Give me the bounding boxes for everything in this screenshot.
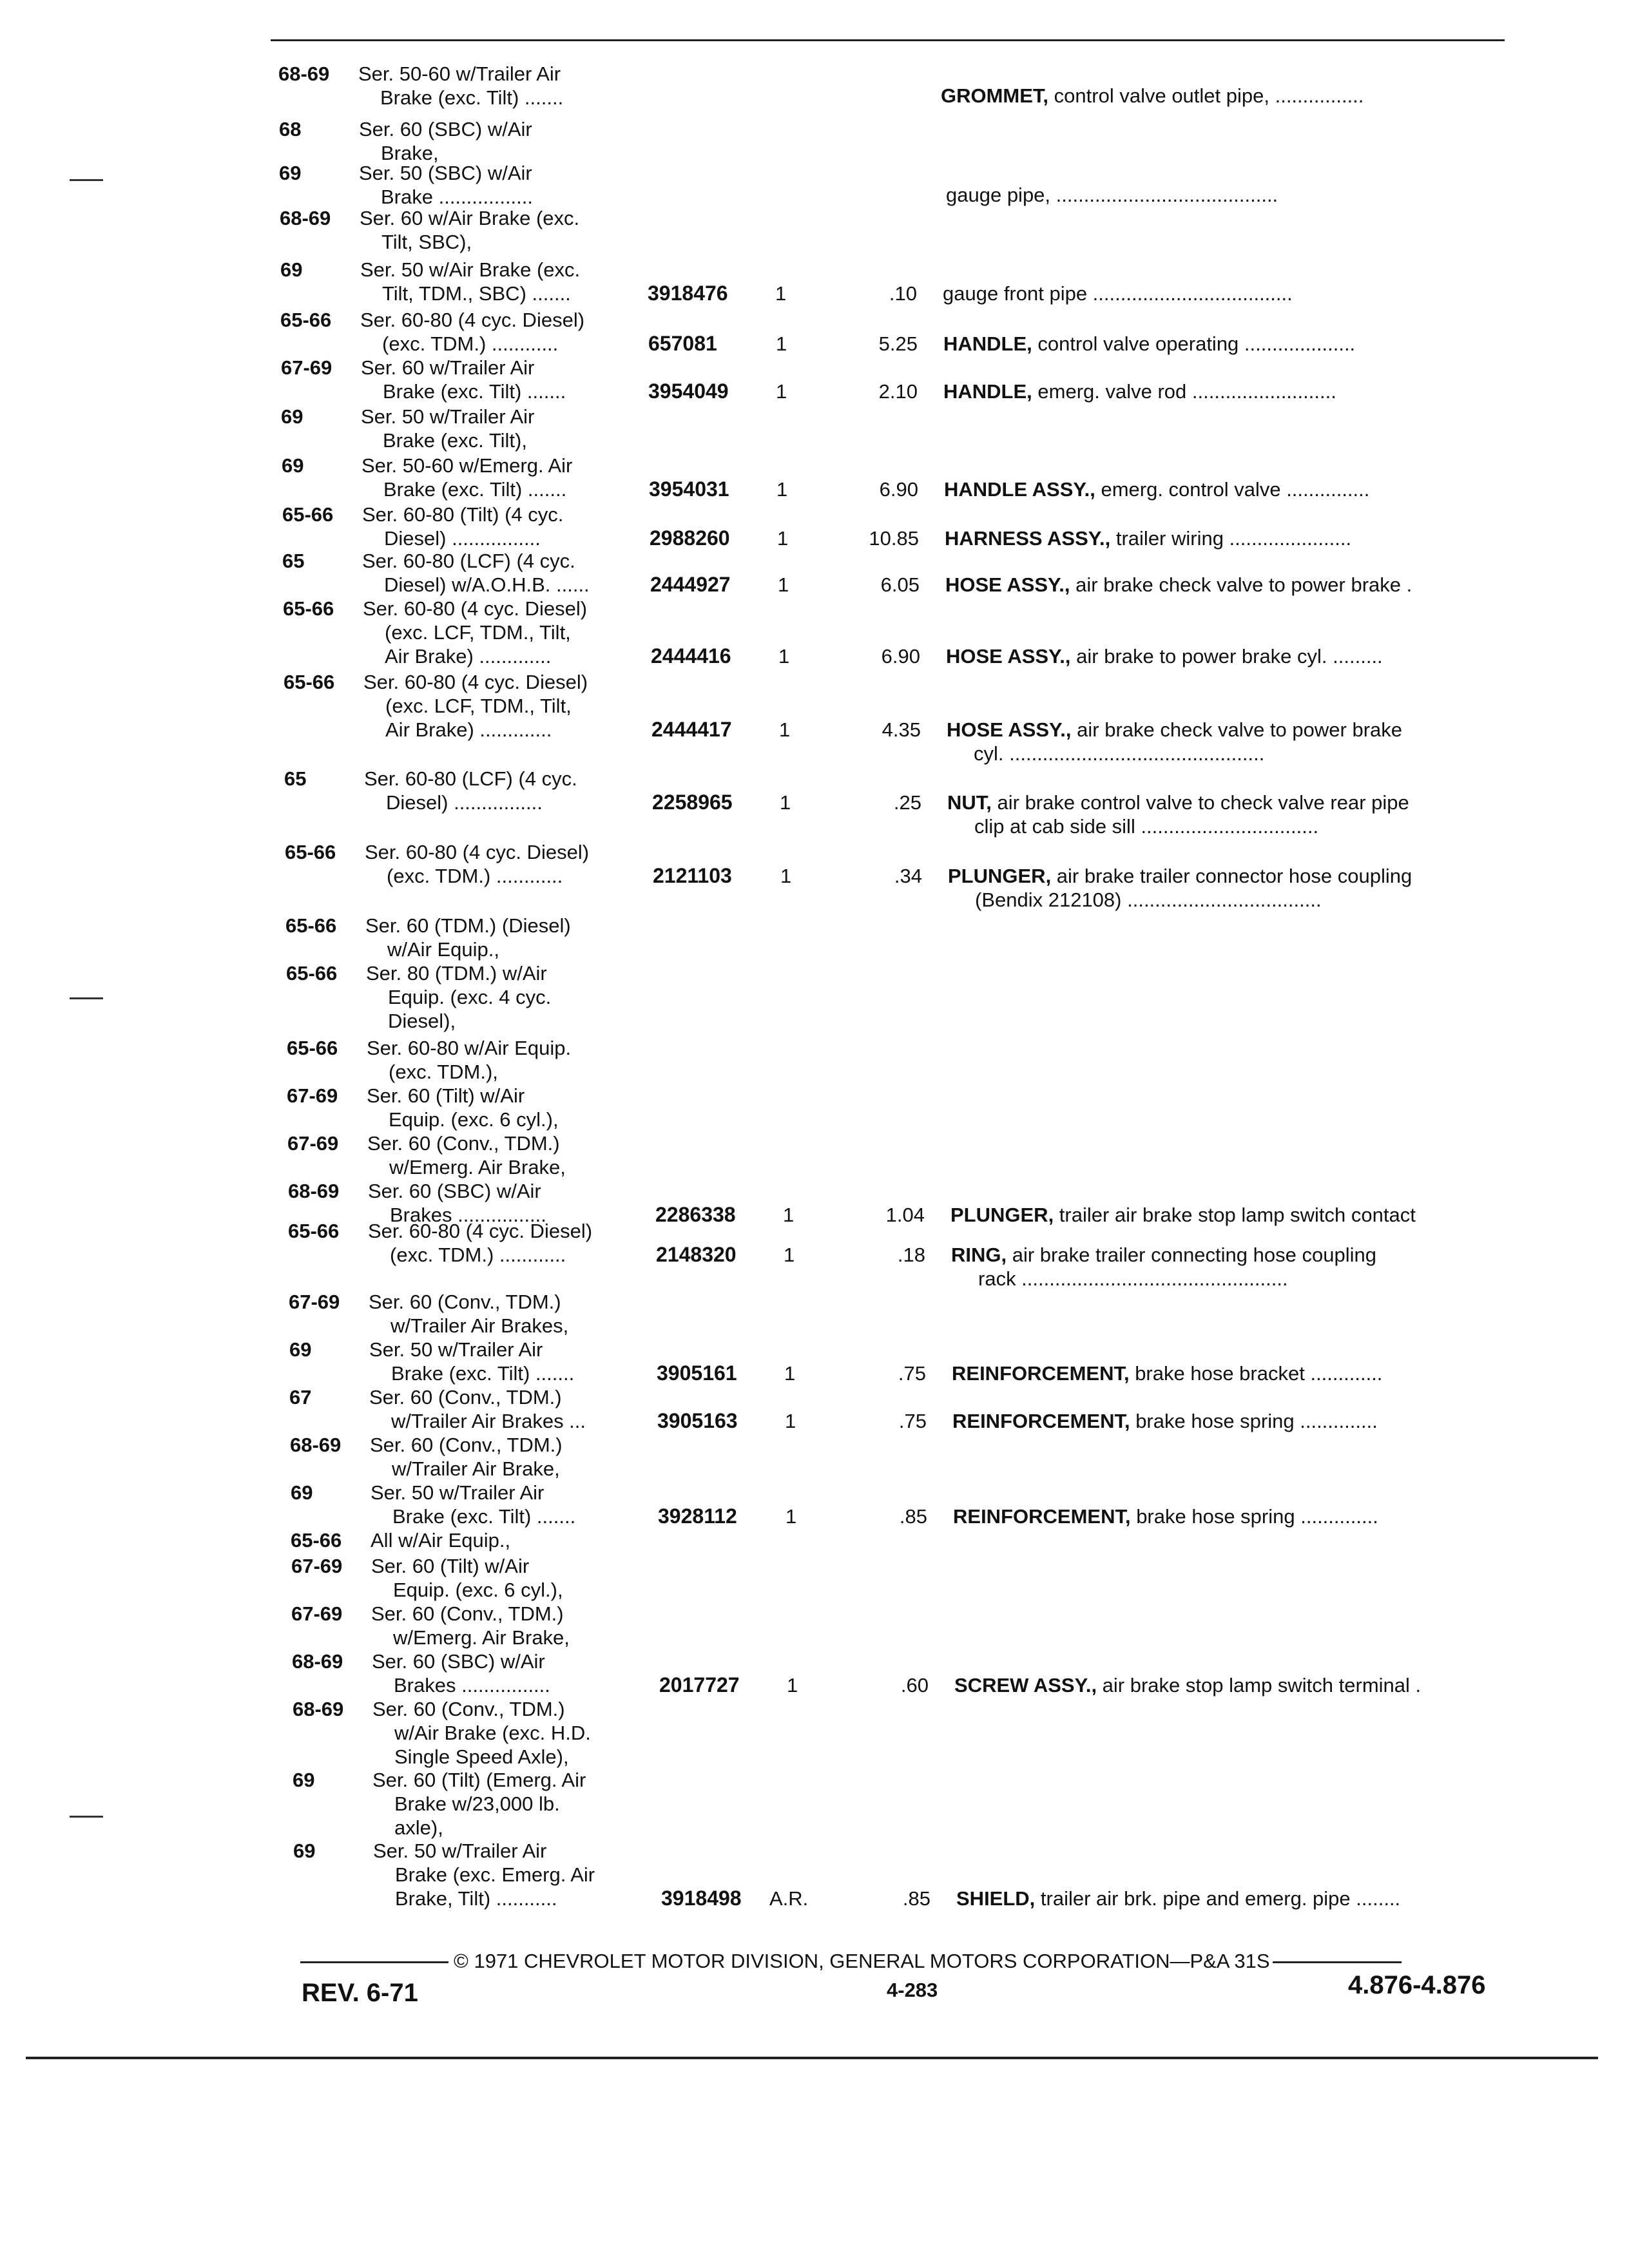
series-line: Brake ................. [381, 186, 534, 208]
model-year: 69 [291, 1481, 313, 1504]
series-description [362, 549, 590, 597]
series-line: Air Brake) ............. [385, 718, 552, 741]
part-name: RING, [951, 1244, 1007, 1266]
series-description [372, 1649, 550, 1697]
description-text: control valve outlet pipe, ................ [1048, 84, 1364, 107]
description-text: air brake check valve to power brake [1071, 718, 1402, 741]
description-continuation: cyl. .............................................. [974, 742, 1265, 765]
description-text: air brake trailer connector hose coupling [1051, 865, 1412, 887]
series-description [363, 670, 588, 742]
series-line: Ser. 60-80 (4 cyc. Diesel) [360, 309, 585, 331]
part-description [944, 477, 1369, 501]
revision-label: REV. 6-71 [302, 1979, 418, 2007]
series-line: w/Air Brake (exc. H.D. [394, 1722, 591, 1744]
description-continuation: rack ................................................ [978, 1267, 1288, 1290]
quantity: 1 [776, 380, 787, 403]
series-description [358, 62, 563, 110]
description-text: emerg. control valve ............... [1095, 478, 1370, 501]
model-year: 65-66 [285, 914, 337, 937]
model-year: 69 [281, 405, 304, 428]
list-price: .10 [889, 282, 917, 305]
part-number: 2121103 [653, 864, 732, 887]
series-description [361, 356, 566, 403]
series-description [369, 1338, 574, 1385]
series-line: (exc. LCF, TDM., Tilt, [385, 695, 572, 717]
series-line: Ser. 60-80 w/Air Equip. [367, 1037, 572, 1059]
page-number: 4-283 [887, 1979, 938, 2001]
series-line: w/Air Equip., [387, 938, 500, 961]
series-line: Ser. 60 (SBC) w/Air [372, 1650, 545, 1673]
series-line: Ser. 60 (Conv., TDM.) [367, 1132, 560, 1155]
series-description [372, 1768, 586, 1840]
model-year: 67-69 [291, 1602, 343, 1625]
part-description [947, 718, 1402, 765]
part-description [953, 1504, 1378, 1528]
part-description [943, 332, 1355, 356]
series-description [360, 206, 579, 254]
series-line: Ser. 60 (Tilt) (Emerg. Air [372, 1769, 586, 1791]
model-year: 65 [284, 767, 307, 790]
model-year: 68-69 [278, 62, 330, 85]
model-year: 65-66 [284, 671, 335, 693]
series-line: Equip. (exc. 4 cyc. [388, 986, 552, 1008]
list-price: .85 [899, 1505, 927, 1528]
part-number: 2444416 [651, 644, 731, 668]
model-year: 69 [282, 454, 304, 477]
series-line: Brake (exc. Tilt) ....... [383, 380, 566, 403]
series-line: Ser. 50 w/Air Brake (exc. [360, 258, 581, 281]
series-description [367, 1036, 571, 1084]
series-description [371, 1528, 510, 1552]
description-text: air brake control valve to check valve rear pipe [991, 791, 1409, 814]
part-number: 3954031 [649, 477, 729, 501]
series-line: Ser. 50-60 w/Trailer Air [358, 62, 561, 85]
series-line: Ser. 60 (Tilt) w/Air [367, 1084, 525, 1107]
series-description [369, 1290, 568, 1338]
part-number: 3954049 [648, 380, 729, 403]
part-description [952, 1409, 1378, 1433]
series-description [360, 308, 584, 356]
list-price: 6.90 [881, 645, 920, 668]
part-description [952, 1361, 1382, 1385]
part-name: HANDLE, [943, 332, 1032, 355]
model-year: 69 [293, 1769, 315, 1791]
model-year: 68-69 [292, 1650, 343, 1673]
series-line: Brake, Tilt) ........... [395, 1887, 557, 1910]
part-description [956, 1887, 1400, 1910]
description-continuation: clip at cab side sill ................................ [974, 815, 1319, 838]
model-year: 69 [280, 258, 303, 281]
part-number: 2444417 [651, 718, 732, 741]
part-description [946, 644, 1383, 668]
description-text: air brake check valve to power brake . [1070, 573, 1412, 596]
model-year: 65-66 [291, 1529, 342, 1552]
description-text: brake hose spring .............. [1130, 1410, 1378, 1432]
series-line: Ser. 60-80 (4 cyc. Diesel) [363, 671, 588, 693]
description-text: brake hose bracket ............. [1129, 1362, 1383, 1385]
series-line: w/Trailer Air Brakes ... [391, 1410, 586, 1432]
series-line: Brake (exc. Tilt) ....... [391, 1362, 575, 1385]
part-name: HOSE ASSY., [945, 573, 1070, 596]
series-line: Ser. 50 w/Trailer Air [371, 1481, 545, 1504]
description-text: trailer air brk. pipe and emerg. pipe ........ [1035, 1887, 1401, 1910]
series-line: Ser. 60 (Conv., TDM.) [371, 1602, 564, 1625]
description-continuation: (Bendix 212108) ................................... [975, 889, 1322, 911]
description-text: air brake trailer connecting hose coupling [1007, 1244, 1376, 1266]
quantity: 1 [785, 1410, 796, 1432]
series-line: w/Emerg. Air Brake, [393, 1626, 570, 1649]
quantity: 1 [778, 573, 789, 596]
series-description [367, 1084, 559, 1131]
series-line: w/Trailer Air Brakes, [390, 1314, 569, 1337]
series-line: Ser. 60-80 (4 cyc. Diesel) [365, 841, 590, 863]
part-number: 3905161 [657, 1361, 737, 1385]
part-number: 2148320 [656, 1243, 737, 1266]
part-description [943, 282, 1293, 305]
series-line: Equip. (exc. 6 cyl.), [389, 1108, 559, 1131]
part-description [947, 791, 1409, 838]
description-text: brake hose spring .............. [1130, 1505, 1378, 1528]
series-line: Brakes ................ [394, 1674, 550, 1696]
series-line: Ser. 50 w/Trailer Air [373, 1840, 547, 1862]
list-price: 4.35 [882, 718, 921, 741]
footer-copyright [300, 1949, 1407, 1973]
bottom-rule [26, 2057, 1598, 2059]
model-year: 67-69 [287, 1084, 338, 1107]
series-line: Ser. 50 w/Trailer Air [369, 1338, 543, 1361]
part-number: 3918476 [648, 282, 728, 305]
model-year: 69 [293, 1840, 316, 1862]
list-price: 10.85 [869, 527, 919, 550]
part-number: 2258965 [652, 791, 733, 814]
footer-rule-left [300, 1961, 448, 1963]
quantity: 1 [784, 1244, 795, 1266]
series-description [371, 1602, 570, 1649]
series-line: Brake (exc. Tilt), [383, 429, 527, 452]
list-price: 1.04 [885, 1204, 925, 1226]
series-line: Diesel), [388, 1010, 456, 1032]
quantity: 1 [786, 1505, 797, 1528]
list-price: .18 [897, 1244, 925, 1266]
part-description [943, 380, 1336, 403]
model-year: 65-66 [282, 503, 334, 526]
model-year: 65-66 [287, 1037, 338, 1059]
part-name: NUT, [947, 791, 992, 814]
series-line: Brake (exc. Tilt) ....... [383, 478, 567, 501]
series-description [359, 117, 532, 165]
series-line: Ser. 50 w/Trailer Air [361, 405, 535, 428]
list-price: .85 [902, 1887, 930, 1910]
part-name: GROMMET, [941, 84, 1049, 107]
series-line: Ser. 60-80 (LCF) (4 cyc. [362, 550, 575, 572]
model-year: 68 [279, 118, 302, 140]
description-text: gauge front pipe .................................... [943, 282, 1293, 305]
description-text: trailer air brake stop lamp switch contact [1054, 1204, 1416, 1226]
part-description [954, 1673, 1421, 1697]
part-number: 2444927 [650, 573, 731, 596]
description-text: trailer wiring ...................... [1110, 527, 1352, 550]
quantity: 1 [778, 645, 790, 668]
series-line: (exc. TDM.) ............ [390, 1244, 566, 1266]
series-line: Diesel) w/A.O.H.B. ...... [384, 573, 590, 596]
margin-tick [70, 997, 103, 999]
series-line: (exc. TDM.), [389, 1061, 498, 1083]
part-name: PLUNGER, [950, 1204, 1054, 1226]
quantity: 1 [780, 865, 792, 887]
margin-tick [70, 1816, 103, 1818]
part-number: 2017727 [659, 1673, 740, 1696]
quantity: 1 [777, 527, 789, 550]
part-description [945, 573, 1412, 597]
list-price: 6.90 [879, 478, 918, 501]
description-text: air brake to power brake cyl. ......... [1070, 645, 1383, 668]
series-line: Ser. 60 (TDM.) (Diesel) [365, 914, 571, 937]
series-description [373, 1839, 595, 1910]
series-line: Brake (exc. Tilt) ....... [380, 86, 564, 109]
series-description [367, 1131, 566, 1179]
series-description [362, 503, 563, 550]
series-line: Equip. (exc. 6 cyl.), [393, 1579, 563, 1601]
part-number: 2988260 [650, 526, 730, 550]
series-description [361, 405, 534, 452]
series-description [364, 767, 577, 814]
series-line: Brake w/23,000 lb. [394, 1792, 560, 1815]
part-name: HOSE ASSY., [947, 718, 1072, 741]
list-price: .34 [894, 865, 922, 887]
series-description [372, 1697, 591, 1769]
part-name: REINFORCEMENT, [952, 1410, 1130, 1432]
model-year: 67-69 [287, 1132, 339, 1155]
top-rule [271, 39, 1505, 41]
series-line: Ser. 60 (Conv., TDM.) [372, 1698, 565, 1720]
quantity: 1 [779, 718, 791, 741]
margin-tick [70, 179, 103, 181]
series-line: Brake (exc. Emerg. Air [395, 1863, 595, 1886]
list-price: .25 [893, 791, 921, 814]
model-year: 68-69 [293, 1698, 344, 1720]
part-name: REINFORCEMENT, [953, 1505, 1131, 1528]
series-line: (exc. TDM.) ............ [382, 332, 559, 355]
series-line: All w/Air Equip., [371, 1529, 511, 1552]
series-line: Tilt, SBC), [381, 231, 472, 253]
series-line: Ser. 60-80 (4 cyc. Diesel) [363, 597, 588, 620]
group-reference: 4.876-4.876 [1348, 1971, 1486, 1999]
model-year: 67-69 [291, 1555, 343, 1577]
copyright-text: © 1971 CHEVROLET MOTOR DIVISION, GENERAL MOTORS CORPORATION—P&A 31S [454, 1950, 1270, 1972]
series-line: Ser. 60 w/Trailer Air [361, 356, 535, 379]
part-description [945, 526, 1351, 550]
series-line: w/Trailer Air Brake, [392, 1457, 560, 1480]
series-line: Ser. 60 w/Air Brake (exc. [360, 207, 580, 229]
quantity: A.R. [769, 1887, 809, 1910]
model-year: 69 [279, 162, 302, 184]
series-description [363, 597, 587, 668]
quantity: 1 [775, 282, 787, 305]
series-description [361, 454, 572, 501]
list-price: 5.25 [878, 332, 918, 355]
part-name: HANDLE, [943, 380, 1032, 403]
part-name: HANDLE ASSY., [944, 478, 1095, 501]
part-number: 2286338 [655, 1203, 736, 1226]
series-description [360, 258, 580, 305]
part-name: HOSE ASSY., [946, 645, 1071, 668]
model-year: 65-66 [286, 962, 338, 985]
series-line: Ser. 60 (SBC) w/Air [368, 1180, 541, 1202]
series-line: Ser. 60-80 (4 cyc. Diesel) [368, 1220, 593, 1242]
footer-rule-right [1273, 1961, 1402, 1963]
series-line: Tilt, TDM., SBC) ....... [382, 282, 571, 305]
part-name: SCREW ASSY., [954, 1674, 1097, 1696]
series-line: w/Emerg. Air Brake, [389, 1156, 566, 1178]
model-year: 67-69 [289, 1291, 340, 1313]
list-price: .75 [898, 1410, 927, 1432]
model-year: 65-66 [288, 1220, 340, 1242]
list-price: .60 [900, 1674, 929, 1696]
quantity: 1 [787, 1674, 798, 1696]
model-year: 69 [289, 1338, 312, 1361]
part-description [950, 1203, 1416, 1227]
list-price: 2.10 [878, 380, 918, 403]
description-text: control valve operating .................... [1032, 332, 1356, 355]
series-line: Ser. 80 (TDM.) w/Air [366, 962, 547, 985]
model-year: 67 [289, 1386, 312, 1408]
model-year: 65-66 [280, 309, 332, 331]
series-description [365, 840, 589, 888]
series-line: (exc. LCF, TDM., Tilt, [385, 621, 571, 644]
series-line: Brake, [381, 142, 439, 164]
model-year: 65-66 [283, 597, 334, 620]
list-price: 6.05 [880, 573, 920, 596]
model-year: 67-69 [281, 356, 333, 379]
quantity: 1 [776, 478, 788, 501]
part-description [941, 84, 1364, 108]
series-description [369, 1385, 586, 1433]
series-line: axle), [394, 1816, 443, 1839]
series-description [366, 961, 551, 1033]
quantity: 1 [784, 1362, 796, 1385]
quantity: 1 [783, 1204, 795, 1226]
series-description [368, 1219, 592, 1267]
series-line: Diesel) ................ [386, 791, 543, 814]
quantity: 1 [776, 332, 787, 355]
series-line: Ser. 50 (SBC) w/Air [359, 162, 532, 184]
series-line: Ser. 50-60 w/Emerg. Air [361, 454, 573, 477]
description-text: air brake stop lamp switch terminal . [1097, 1674, 1422, 1696]
part-number: 657081 [648, 332, 717, 355]
list-price: .75 [898, 1362, 926, 1385]
model-year: 65 [282, 550, 305, 572]
series-line: Ser. 60 (Tilt) w/Air [371, 1555, 530, 1577]
series-description [365, 914, 571, 961]
model-year: 68-69 [280, 207, 331, 229]
series-description [371, 1554, 563, 1602]
series-line: Ser. 60 (Conv., TDM.) [369, 1386, 562, 1408]
model-year: 68-69 [290, 1434, 342, 1456]
description-text: gauge pipe, ........................................ [946, 184, 1278, 206]
series-line: Ser. 60 (Conv., TDM.) [370, 1434, 563, 1456]
part-name: REINFORCEMENT, [952, 1362, 1130, 1385]
part-number: 3905163 [657, 1409, 738, 1432]
part-name: SHIELD, [956, 1887, 1036, 1910]
description-gauge-pipe [946, 183, 1278, 207]
series-line: Ser. 60 (Conv., TDM.) [369, 1291, 561, 1313]
series-line: Ser. 60-80 (LCF) (4 cyc. [364, 767, 577, 790]
model-year: 65-66 [285, 841, 336, 863]
series-line: Ser. 60 (SBC) w/Air [359, 118, 532, 140]
series-line: Air Brake) ............. [385, 645, 552, 668]
part-name: HARNESS ASSY., [945, 527, 1111, 550]
series-line: Diesel) ................ [384, 527, 541, 550]
series-line: Brakes ................ [390, 1204, 546, 1226]
series-line: (exc. TDM.) ............ [387, 865, 563, 887]
part-number: 3918498 [661, 1887, 742, 1910]
part-name: PLUNGER, [948, 865, 1052, 887]
series-description [370, 1433, 563, 1481]
quantity: 1 [780, 791, 791, 814]
series-line: Brake (exc. Tilt) ....... [392, 1505, 576, 1528]
series-line: Single Speed Axle), [394, 1745, 569, 1768]
part-description [951, 1243, 1376, 1291]
model-year: 68-69 [288, 1180, 340, 1202]
part-description [948, 864, 1412, 912]
part-number: 3928112 [658, 1504, 737, 1528]
description-text: emerg. valve rod .......................... [1032, 380, 1336, 403]
series-description [359, 161, 533, 209]
series-description [371, 1481, 575, 1528]
series-line: Ser. 60-80 (Tilt) (4 cyc. [362, 503, 564, 526]
